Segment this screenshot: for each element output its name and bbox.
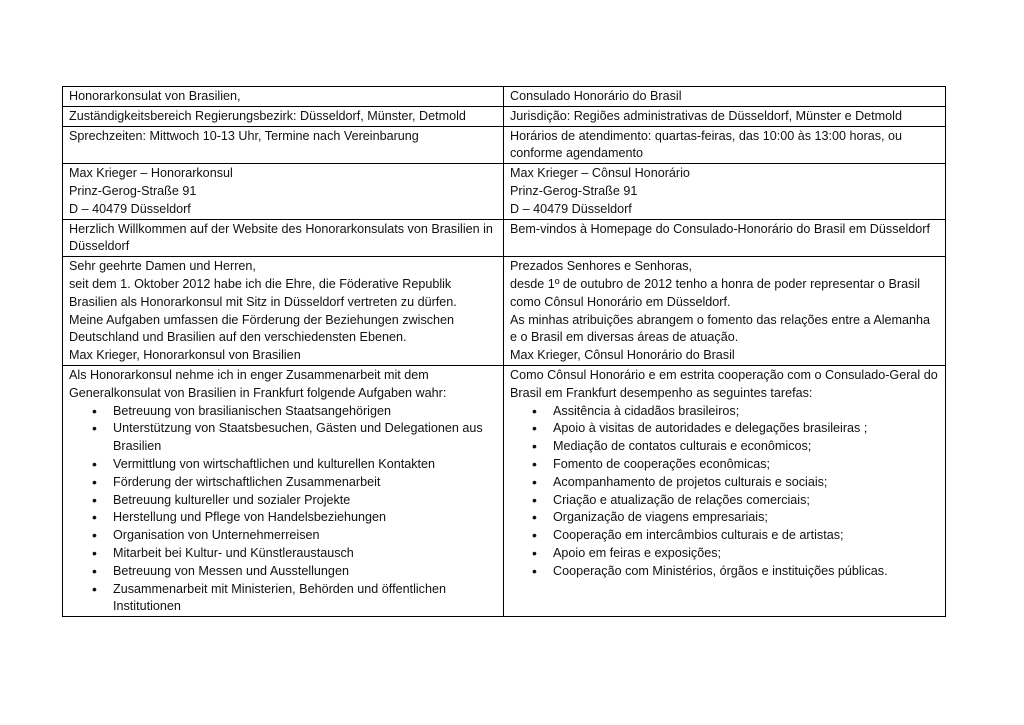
cell-pt [504,126,946,164]
table-row [63,87,946,107]
task-item-pt: • Mediação de contatos culturais e econômicos; [553,438,939,456]
cell-text-pt: As minhas atribuições abrangem o fomento das relações entre a Alemanha e o Brasil em diversas áreas de atuação. [510,312,931,345]
cell-de [63,126,504,164]
cell-text-de: Herzlich Willkommen auf der Website des Honorarkonsulats von Brasilien in Düsseldorf [69,221,493,254]
task-item-de: • Organisation von Unternehmerreisen [113,527,497,545]
cell-text-de: Max Krieger, Honorarkonsul von Brasilien [69,348,301,363]
task-item-de: • Herstellung und Pflege von Handelsbeziehungen [113,509,497,527]
cell-pt [504,87,946,107]
cell-text-pt: desde 1º de outubro de 2012 tenho a honra de poder representar o Brasil como Cônsul Honorário em Düsseldorf. [510,276,920,309]
table-row [63,257,946,366]
task-item-pt: • Organização de viagens empresariais; [553,509,939,527]
cell-text-pt: Bem-vindos à Homepage do Consulado-Honorário do Brasil em Düsseldorf [510,221,931,236]
task-item-de: • Betreuung von brasilianischen Staatsangehörigen [113,403,497,421]
cell-de [63,106,504,126]
cell-text-pt: Consulado Honorário do Brasil [510,89,682,103]
cell-text-pt: Max Krieger – Cônsul Honorário [510,166,690,181]
task-item-de: • Betreuung von Messen und Ausstellungen [113,563,497,581]
table-row-tasks [63,365,946,616]
cell-text-de: Meine Aufgaben umfassen die Förderung der Beziehungen zwischen Deutschland und Brasilien auf den verschiedensten Ebenen. [69,312,455,345]
table-row [63,219,946,257]
table-row [63,126,946,164]
cell-text-de: Prinz-Gerog-Straße 91 [69,183,197,198]
cell-de [63,164,504,219]
bilingual-table [62,86,946,617]
task-item-de: • Mitarbeit bei Kultur- und Künstleraustausch [113,545,497,563]
cell-text-de: Zuständigkeitsbereich Regierungsbezirk: Düsseldorf, Münster, Detmold [69,108,466,123]
cell-text-pt: D – 40479 Düsseldorf [510,201,632,216]
cell-de-tasks [63,365,504,616]
cell-pt [504,257,946,366]
task-item-pt: • Apoio em feiras e exposições; [553,545,939,563]
cell-pt-tasks [504,365,946,616]
task-item-pt: • Criação e atualização de relações comerciais; [553,492,939,510]
tasks-intro-pt: Como Cônsul Honorário e em estrita cooperação com o Consulado-Geral do Brasil em Frankfurt desempenho as seguintes tarefas: [510,367,938,400]
cell-text-de: seit dem 1. Oktober 2012 habe ich die Ehre, die Föderative Republik Brasilien als Honorarkonsul mit Sitz in Düsseldorf vertreten zu dürfen. [69,276,457,309]
task-item-de: • Förderung der wirtschaftlichen Zusammenarbeit [113,474,497,492]
task-item-de: • Unterstützung von Staatsbesuchen, Gästen und Delegationen aus Brasilien [113,420,497,456]
task-item-de: • Vermittlung von wirtschaftlichen und kulturellen Kontakten [113,456,497,474]
task-item-pt: • Assitência à cidadãos brasileiros; [553,403,939,421]
cell-de [63,87,504,107]
cell-de [63,257,504,366]
task-item-pt: • Cooperação em intercâmbios culturais e de artistas; [553,527,939,545]
cell-text-de: Honorarkonsulat von Brasilien, [69,89,241,103]
cell-text-de: Sprechzeiten: Mittwoch 10-13 Uhr, Termine nach Vereinbarung [69,128,419,143]
cell-pt [504,219,946,257]
cell-text-pt: Prezados Senhores e Senhoras, [510,259,693,274]
task-item-pt: • Fomento de cooperações econômicas; [553,456,939,474]
cell-text-de: Sehr geehrte Damen und Herren, [69,259,256,274]
cell-text-pt: Max Krieger, Cônsul Honorário do Brasil [510,348,735,363]
task-item-de: • Zusammenarbeit mit Ministerien, Behörden und öffentlichen Institutionen [113,581,497,617]
task-item-pt: • Apoio à visitas de autoridades e delegações brasileiras ; [553,420,939,438]
table-row [63,106,946,126]
cell-text-pt: Horários de atendimento: quartas-feiras, das 10:00 às 13:00 horas, ou conforme agendamento [510,128,903,161]
cell-text-de: Max Krieger – Honorarkonsul [69,166,233,181]
table-row [63,164,946,219]
task-item-pt: • Acompanhamento de projetos culturais e sociais; [553,474,939,492]
cell-text-pt: Jurisdição: Regiões administrativas de Düsseldorf, Münster e Detmold [510,108,902,123]
tasks-list-pt [510,403,939,581]
cell-pt [504,106,946,126]
cell-text-pt: Prinz-Gerog-Straße 91 [510,183,638,198]
table-body [63,87,946,617]
cell-de [63,219,504,257]
tasks-intro-de: Als Honorarkonsul nehme ich in enger Zusammenarbeit mit dem Generalkonsulat von Brasilien in Frankfurt folgende Aufgaben wahr: [69,367,447,400]
tasks-list-de [69,403,497,617]
task-item-pt: • Cooperação com Ministérios, órgãos e instituições públicas. [553,563,939,581]
cell-pt [504,164,946,219]
cell-text-de: D – 40479 Düsseldorf [69,201,191,216]
task-item-de: • Betreuung kultureller und sozialer Projekte [113,492,497,510]
